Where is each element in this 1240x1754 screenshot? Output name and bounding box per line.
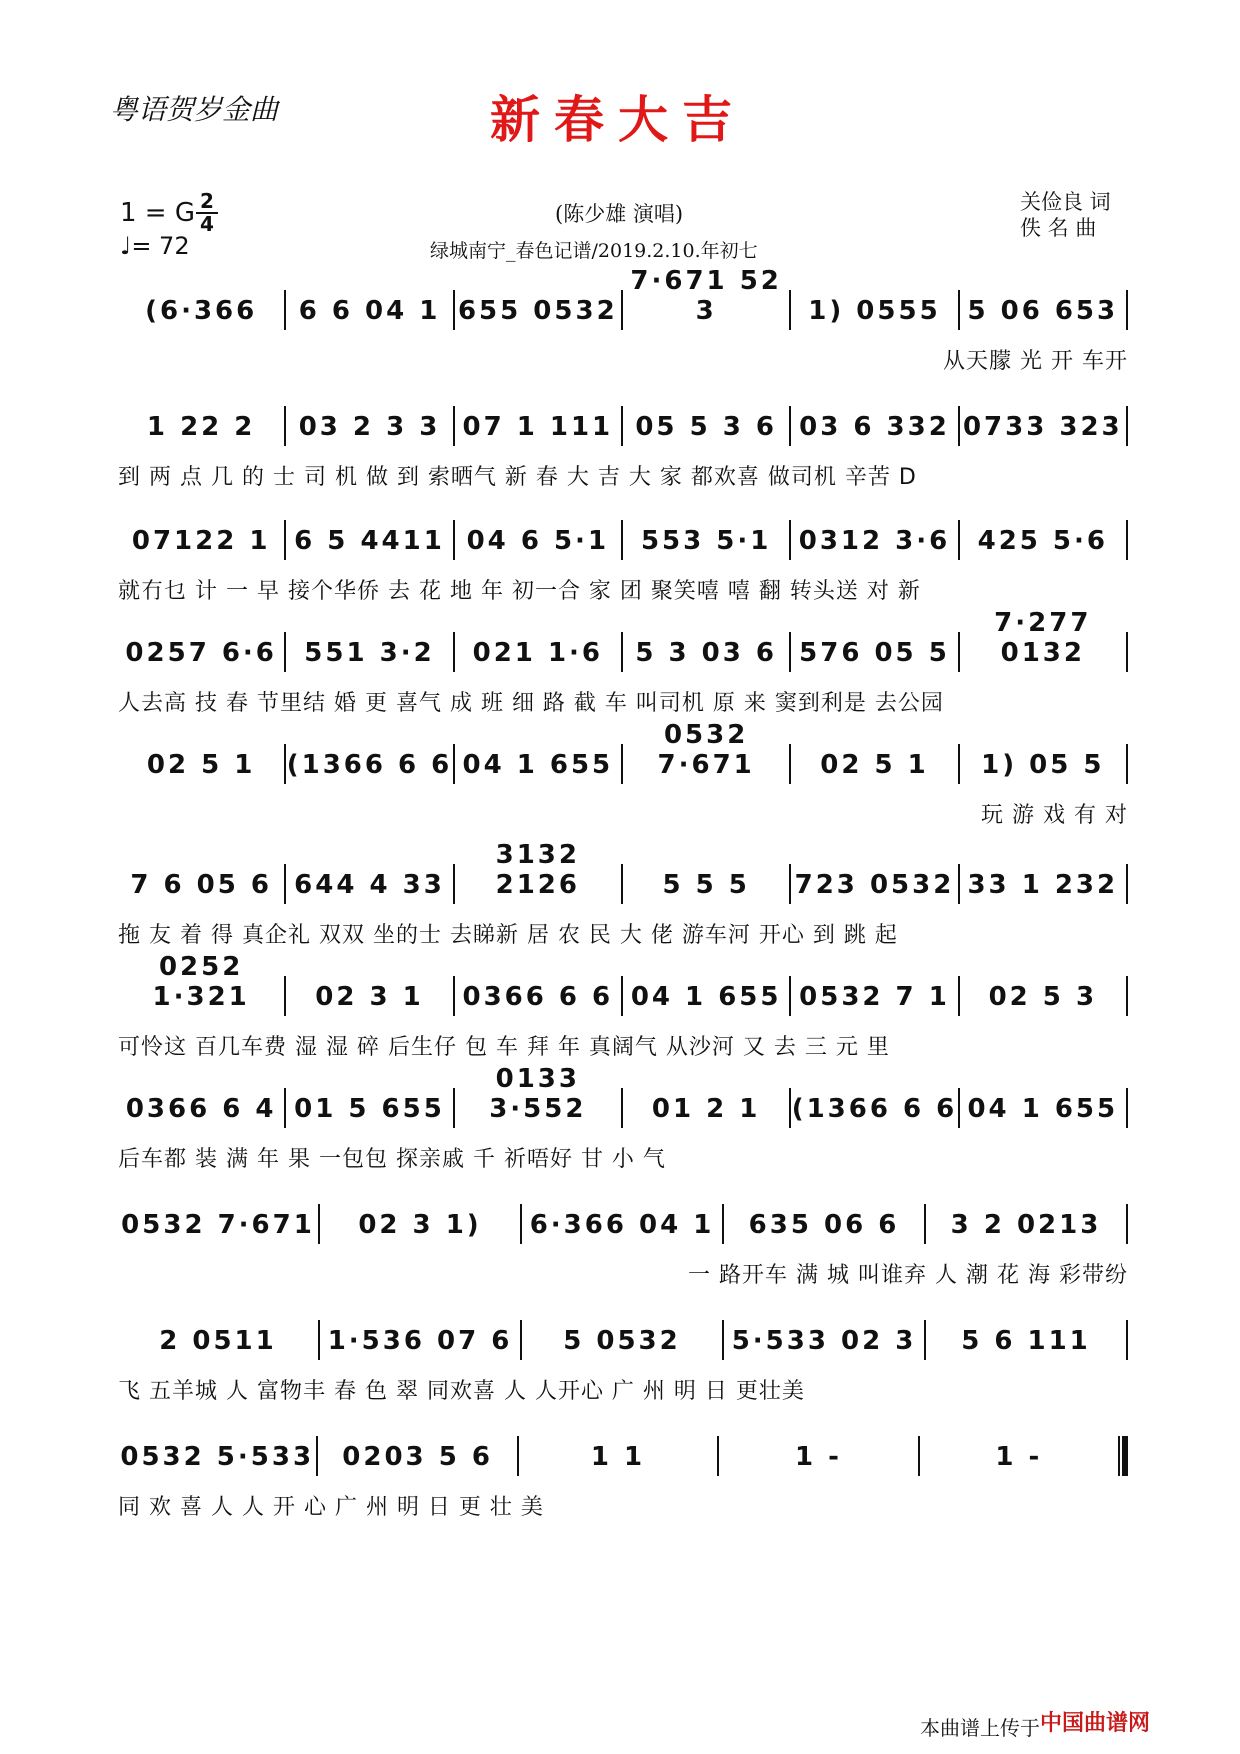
measure: (1366 6 6 bbox=[286, 750, 453, 780]
song-title: 新春大吉 bbox=[490, 90, 746, 149]
measure: 01 2 1 bbox=[651, 1094, 761, 1124]
lyric-line: 玩 游 戏 有 对 bbox=[981, 803, 1128, 828]
final-barline bbox=[1118, 1436, 1128, 1476]
site-logo-text: 中国曲谱网 bbox=[1040, 1711, 1151, 1736]
measure: 03 6 332 bbox=[799, 412, 950, 442]
barline bbox=[1126, 1204, 1128, 1244]
barline bbox=[1126, 520, 1128, 560]
measure: 02 3 1 bbox=[315, 982, 424, 1012]
site-logo bbox=[1040, 1706, 1150, 1737]
measure: 0312 3·6 bbox=[798, 526, 951, 556]
measure: (1366 6 6 bbox=[791, 1094, 958, 1124]
measure: 04 6 5·1 bbox=[466, 526, 610, 556]
measure: 5 3 03 6 bbox=[635, 638, 777, 668]
measure: 02 5 1 bbox=[820, 750, 929, 780]
measure: 0532 7 1 bbox=[799, 982, 950, 1012]
barline bbox=[1126, 1088, 1128, 1128]
measure: 6 6 04 1 bbox=[298, 296, 441, 326]
lyric-line: 拖 友 着 得 真企礼 双双 坐的士 去睇新 居 农 民 大 佬 游车河 开心 到 跳 起 bbox=[118, 923, 898, 948]
measure: 1) 05 5 bbox=[981, 750, 1105, 780]
measure: 1 - bbox=[794, 1442, 842, 1472]
measure: 05 5 3 6 bbox=[635, 412, 777, 442]
measure: 6 5 4411 bbox=[294, 526, 445, 556]
lyric-line: 就冇乜 计 一 早 接个华侨 去 花 地 年 初一合 家 团 聚笑嘻 嘻 翻 转头送 对 新 bbox=[118, 579, 921, 604]
measure: 0532 7·671 bbox=[657, 720, 755, 780]
score-row bbox=[118, 266, 1128, 375]
notation-line bbox=[118, 720, 1128, 784]
measure: 551 3·2 bbox=[304, 638, 435, 668]
measure: 021 1·6 bbox=[472, 638, 604, 668]
barline bbox=[1126, 406, 1128, 446]
measure: 1·536 07 6 bbox=[327, 1326, 513, 1356]
notation-line bbox=[118, 1428, 1128, 1476]
notation-line bbox=[118, 398, 1128, 446]
measure: 5 6 111 bbox=[961, 1326, 1091, 1356]
barline bbox=[1126, 1320, 1128, 1360]
score-row bbox=[118, 398, 1128, 491]
measure: 6·366 04 1 bbox=[529, 1210, 715, 1240]
measure: 0366 6 6 bbox=[462, 982, 614, 1012]
lyric-line: 后车都 装 满 年 果 一包包 探亲戚 千 祈唔好 甘 小 气 bbox=[118, 1147, 666, 1172]
measure: 1 22 2 bbox=[146, 412, 256, 442]
collection-label: 粤语贺岁金曲 bbox=[110, 93, 279, 126]
notation-line bbox=[118, 512, 1128, 560]
measure: 425 5·6 bbox=[977, 526, 1108, 556]
barline bbox=[1126, 864, 1128, 904]
composer-credit: 佚 名 曲 bbox=[1020, 216, 1097, 240]
lyricist-credit: 关俭良 词 bbox=[1020, 190, 1111, 214]
measure: 0257 6·6 bbox=[125, 638, 277, 668]
transcription-credit: 绿城南宁_春色记谱/2019.2.10.年初七 bbox=[430, 240, 758, 262]
measure: 01 5 655 bbox=[294, 1094, 445, 1124]
score-row bbox=[118, 1064, 1128, 1173]
score-row bbox=[118, 608, 1128, 717]
barline bbox=[1126, 976, 1128, 1016]
notation-line bbox=[118, 608, 1128, 672]
lyric-line: 可怜这 百几车费 湿 湿 碎 后生仔 包 车 拜 年 真阔气 从沙河 又 去 三 元 里 bbox=[118, 1035, 890, 1060]
score-row bbox=[118, 512, 1128, 605]
measure: 02 3 1) bbox=[358, 1210, 482, 1240]
measure: 0532 7·671 bbox=[121, 1210, 315, 1240]
lyric-line: 同 欢 喜 人 人 开 心 广 州 明 日 更 壮 美 bbox=[118, 1495, 544, 1520]
lyric-line: 人去高 技 春 节里结 婚 更 喜气 成 班 细 路 截 车 叫司机 原 来 窦到利是 去公园 bbox=[118, 691, 944, 716]
measure: 03 2 3 3 bbox=[298, 412, 441, 442]
measure: 1 1 bbox=[590, 1442, 646, 1472]
time-signature bbox=[196, 189, 218, 236]
measure: 5 06 653 bbox=[967, 296, 1119, 326]
measure: 644 4 33 bbox=[294, 870, 445, 900]
notation-line bbox=[118, 1196, 1128, 1244]
score-row bbox=[118, 840, 1128, 949]
key-signature: 1 = G bbox=[120, 198, 196, 228]
footer-upload-text: 本曲谱上传于 bbox=[920, 1716, 1040, 1740]
measure: 7 6 05 6 bbox=[130, 870, 272, 900]
measure: 553 5·1 bbox=[640, 526, 772, 556]
measure: 0532 5·533 bbox=[120, 1442, 315, 1472]
notation-line bbox=[118, 1312, 1128, 1360]
measure: 3132 2126 bbox=[495, 840, 580, 900]
measure: 33 1 232 bbox=[967, 870, 1119, 900]
measure: (6·366 bbox=[145, 296, 258, 326]
notation-line bbox=[118, 266, 1128, 330]
score-row bbox=[118, 1196, 1128, 1289]
barline bbox=[1126, 744, 1128, 784]
measure: 0133 3·552 bbox=[489, 1064, 587, 1124]
measure: 635 06 6 bbox=[748, 1210, 900, 1240]
measure: 07122 1 bbox=[131, 526, 271, 556]
measure: 1 - bbox=[995, 1442, 1043, 1472]
notation-line bbox=[118, 840, 1128, 904]
measure: 04 1 655 bbox=[630, 982, 782, 1012]
time-signature-top: 2 bbox=[200, 189, 214, 213]
measure: 7·671 52 3 bbox=[630, 266, 782, 326]
barline bbox=[1126, 290, 1128, 330]
measure: 0252 1·321 bbox=[152, 952, 250, 1012]
tempo-marking: ♩= 72 bbox=[120, 232, 190, 260]
singer-credit: (陈少雄 演唱) bbox=[555, 202, 684, 226]
measure: 655 0532 bbox=[457, 296, 618, 326]
score-row bbox=[118, 952, 1128, 1061]
measure: 1) 0555 bbox=[808, 296, 941, 326]
lyric-line: 飞 五羊城 人 富物丰 春 色 翠 同欢喜 人 人开心 广 州 明 日 更壮美 bbox=[118, 1379, 805, 1404]
notation-line bbox=[118, 952, 1128, 1016]
barline bbox=[1126, 632, 1128, 672]
measure: 0366 6 4 bbox=[125, 1094, 277, 1124]
lyric-line: 一 路开车 满 城 叫谁弃 人 潮 花 海 彩带纷 bbox=[688, 1263, 1128, 1288]
measure: 0733 323 bbox=[962, 412, 1123, 442]
measure: 07 1 111 bbox=[462, 412, 614, 442]
score-row bbox=[118, 1312, 1128, 1405]
measure: 2 0511 bbox=[159, 1326, 277, 1356]
measure: 0203 5 6 bbox=[342, 1442, 493, 1472]
time-signature-bottom: 4 bbox=[200, 212, 214, 236]
measure: 576 05 5 bbox=[799, 638, 950, 668]
lyric-line: 从天朦 光 开 车开 bbox=[943, 349, 1128, 374]
measure: 5·533 02 3 bbox=[731, 1326, 917, 1356]
score-row bbox=[118, 720, 1128, 829]
lyric-line: 到 两 点 几 的 士 司 机 做 到 索晒气 新 春 大 吉 大 家 都欢喜 做司机 辛苦 D bbox=[118, 465, 917, 490]
measure: 5 5 5 bbox=[662, 870, 750, 900]
measure: 7·277 0132 bbox=[994, 608, 1092, 668]
notation-line bbox=[118, 1064, 1128, 1128]
measure: 5 0532 bbox=[563, 1326, 681, 1356]
measure: 3 2 0213 bbox=[950, 1210, 1102, 1240]
measure: 02 5 3 bbox=[988, 982, 1098, 1012]
measure: 02 5 1 bbox=[146, 750, 256, 780]
measure: 04 1 655 bbox=[462, 750, 614, 780]
score-row bbox=[118, 1428, 1128, 1521]
measure: 723 0532 bbox=[794, 870, 955, 900]
measure: 04 1 655 bbox=[967, 1094, 1119, 1124]
